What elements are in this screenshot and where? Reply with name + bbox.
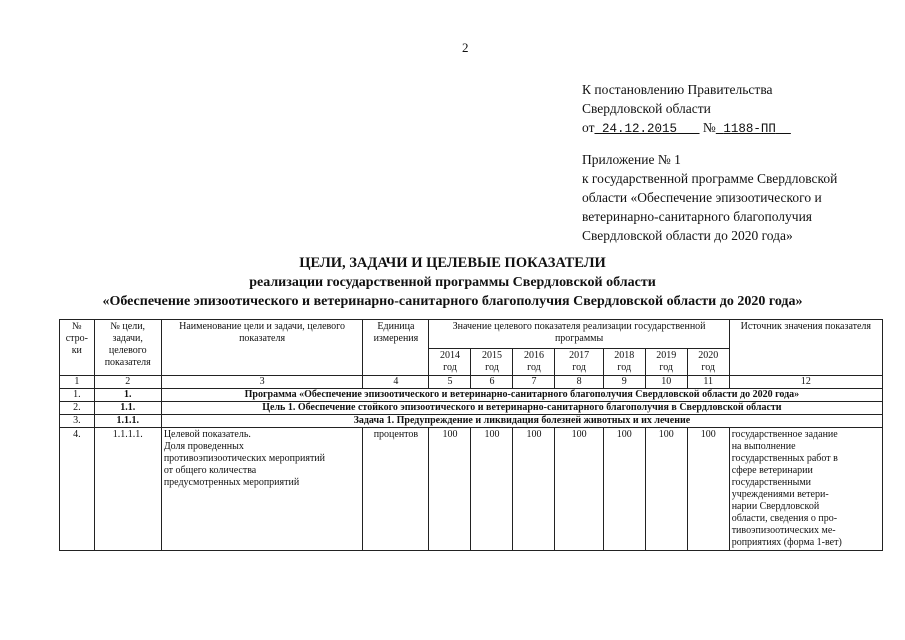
header-year-2016: 2016 год <box>513 349 555 376</box>
header-year-2017: 2017 год <box>555 349 603 376</box>
appendix-block <box>582 150 902 245</box>
value-2020: 100 <box>687 428 729 551</box>
header-source: Источник значения показателя <box>729 320 882 376</box>
column-number: 3 <box>161 376 363 389</box>
appendix-line: Свердловской области до 2020 года» <box>582 228 793 243</box>
value-2015: 100 <box>471 428 513 551</box>
document-heading <box>0 254 905 311</box>
appendix-line: области «Обеспечение эпизоотического и <box>582 190 822 205</box>
value-2018: 100 <box>603 428 645 551</box>
decree-reference <box>582 80 791 139</box>
decree-number: 1188-ПП <box>723 122 776 136</box>
column-number: 6 <box>471 376 513 389</box>
row-number: 3. <box>60 415 95 428</box>
header-year-2015: 2015 год <box>471 349 513 376</box>
goal-title: Цель 1. Обеспечение стойкого эпизоотического и ветеринарно-санитарного благополучия в Свердловской области <box>161 402 882 415</box>
table-row-task <box>60 415 883 428</box>
decree-line-2: Свердловской области <box>582 101 711 116</box>
decree-from-label: от <box>582 120 595 135</box>
header-name: Наименование цели и задачи, целевого показателя <box>161 320 363 376</box>
header-value: Значение целевого показателя реализации государственной программы <box>429 320 729 349</box>
row-code: 1. <box>94 389 161 402</box>
column-number: 12 <box>729 376 882 389</box>
value-2019: 100 <box>645 428 687 551</box>
header-year-2014: 2014 год <box>429 349 471 376</box>
program-title: Программа «Обеспечение эпизоотического и ветеринарно-санитарного благополучия Свердловской области до 2020 года» <box>161 389 882 402</box>
decree-date-line <box>582 118 791 139</box>
decree-line-1: К постановлению Правительства <box>582 82 773 97</box>
column-number-row <box>60 376 883 389</box>
row-number: 4. <box>60 428 95 551</box>
row-code: 1.1.1. <box>94 415 161 428</box>
row-code: 1.1.1.1. <box>94 428 161 551</box>
header-year-2020: 2020 год <box>687 349 729 376</box>
heading-subtitle-1: реализации государственной программы Свердловской области <box>249 275 656 290</box>
heading-subtitle-2: «Обеспечение эпизоотического и ветеринарно-санитарного благополучия Свердловской области до 2020 года» <box>102 294 803 309</box>
column-number: 2 <box>94 376 161 389</box>
indicator-unit: процентов <box>363 428 429 551</box>
column-number: 5 <box>429 376 471 389</box>
header-unit: Единица измерения <box>363 320 429 376</box>
column-number: 11 <box>687 376 729 389</box>
row-number: 2. <box>60 402 95 415</box>
indicator-source: государственное задание на выполнение государственных работ в сфере ветеринарии государственными учреждениями ветери- нарии Свердловской области, сведения о про- тивоэпизоотических ме- роприятиях (форма 1-вет) <box>729 428 882 551</box>
table-row-goal <box>60 402 883 415</box>
header-year-2019: 2019 год <box>645 349 687 376</box>
column-number: 1 <box>60 376 95 389</box>
value-2016: 100 <box>513 428 555 551</box>
indicator-name: Целевой показатель. Доля проведенных противоэпизоотических мероприятий от общего количества предусмотренных мероприятий <box>161 428 363 551</box>
column-number: 4 <box>363 376 429 389</box>
decree-number-label: № <box>702 120 716 135</box>
column-number: 10 <box>645 376 687 389</box>
column-number: 7 <box>513 376 555 389</box>
page-number: 2 <box>462 40 469 55</box>
value-2017: 100 <box>555 428 603 551</box>
appendix-title: Приложение № 1 <box>582 152 681 167</box>
heading-title: ЦЕЛИ, ЗАДАЧИ И ЦЕЛЕВЫЕ ПОКАЗАТЕЛИ <box>299 255 606 271</box>
appendix-line: ветеринарно-санитарного благополучия <box>582 209 813 224</box>
column-number: 8 <box>555 376 603 389</box>
table-row-program <box>60 389 883 402</box>
table-row-indicator <box>60 428 883 551</box>
header-year-2018: 2018 год <box>603 349 645 376</box>
header-goal-no: № цели, задачи, целевого показателя <box>94 320 161 376</box>
goals-table <box>59 319 883 551</box>
decree-date: 24.12.2015 <box>602 122 678 136</box>
task-title: Задача 1. Предупреждение и ликвидация болезней животных и их лечение <box>161 415 882 428</box>
value-2014: 100 <box>429 428 471 551</box>
row-number: 1. <box>60 389 95 402</box>
column-number: 9 <box>603 376 645 389</box>
header-row-no: № стро-ки <box>60 320 95 376</box>
row-code: 1.1. <box>94 402 161 415</box>
appendix-line: к государственной программе Свердловской <box>582 171 838 186</box>
